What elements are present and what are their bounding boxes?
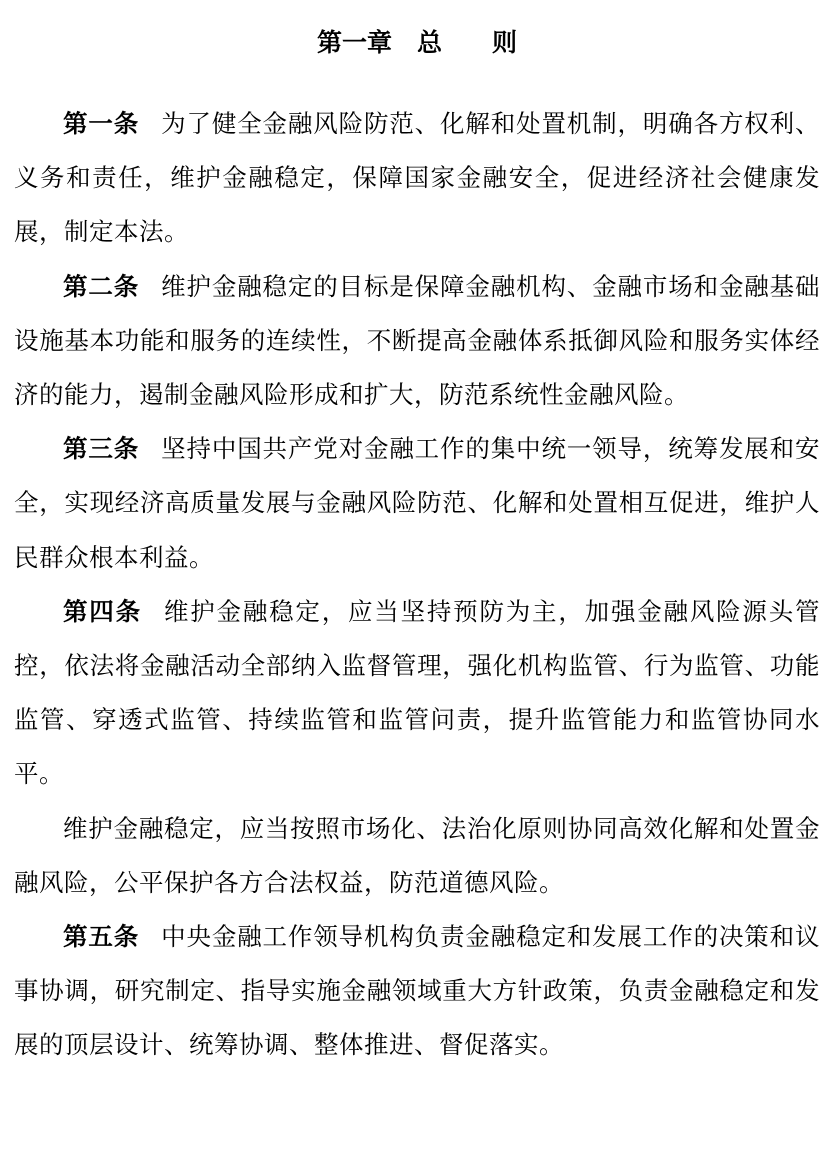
article-number: 第五条	[63, 922, 140, 952]
article-number: 第一条	[63, 109, 140, 138]
article-number: 第四条	[63, 596, 142, 626]
article-text: 中央金融工作领导机构负责金融稳定和发展工作的决策和议事协调，研究制定、指导实施金融领域重大方针政策，负责金融稳定和发展的顶层设计、统筹协调、整体推进、督促落实。	[14, 922, 821, 1060]
article-text: 维护金融稳定的目标是保障金融机构、金融市场和金融基础设施基本功能和服务的连续性，不断提高金融体系抵御风险和服务实体经济的能力，遏制金融风险形成和扩大，防范系统性金融风险。	[14, 271, 821, 410]
chapter-title: 第一章 总 则	[316, 28, 517, 57]
document-body	[14, 97, 820, 1073]
article-1	[14, 97, 820, 260]
article-number: 第三条	[63, 434, 140, 464]
article-2	[14, 260, 820, 423]
article-3	[14, 422, 820, 585]
article-number: 第二条	[63, 271, 140, 301]
article-text: 维护金融稳定，应当坚持预防为主，加强金融风险源头管控，依法将金融活动全部纳入监督管理，强化机构监管、行为监管、功能监管、穿透式监管、持续监管和监管问责，提升监管能力和监管协同水平。	[14, 596, 821, 789]
article-5	[14, 910, 820, 1073]
article-text: 坚持中国共产党对金融工作的集中统一领导，统筹发展和安全，实现经济高质量发展与金融风险防范、化解和处置相互促进，维护人民群众根本利益。	[14, 434, 821, 572]
article-4	[14, 585, 820, 802]
article-text: 为了健全金融风险防范、化解和处置机制，明确各方权利、义务和责任，维护金融稳定，保障国家金融安全，促进经济社会健康发展，制定本法。	[14, 109, 821, 247]
article-4-continuation: 维护金融稳定，应当按照市场化、法治化原则协同高效化解和处置金融风险，公平保护各方合法权益，防范道德风险。	[14, 813, 820, 897]
